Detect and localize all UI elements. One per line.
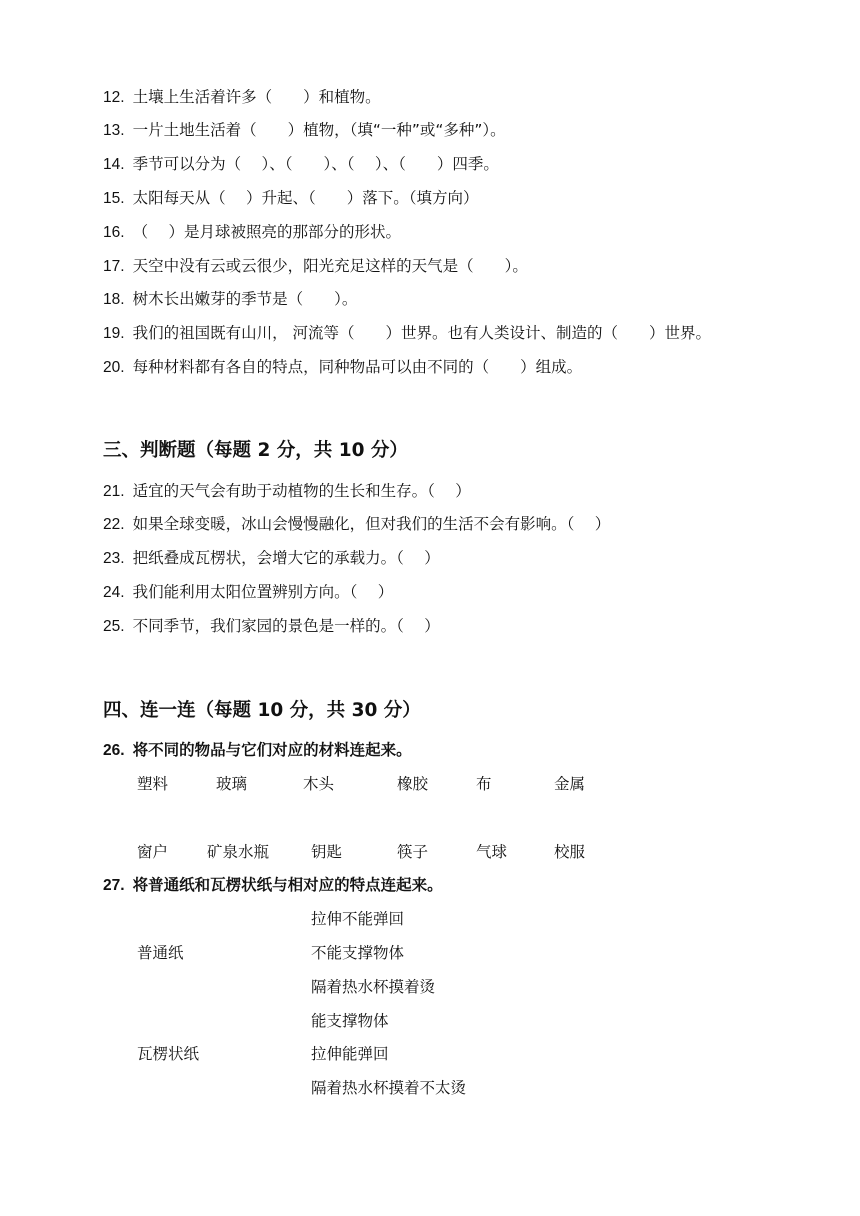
question-text: 不同季节，我们家园的景色是一样的。（ ） xyxy=(132,617,440,635)
question-16 xyxy=(103,221,401,244)
material-option: 塑料 xyxy=(137,775,169,793)
item-option: 气球 xyxy=(476,843,508,861)
question-text: 将普通纸和瓦楞状纸与相对应的特点连起来。 xyxy=(132,876,443,894)
question-number: 16. xyxy=(103,224,125,241)
question-26 xyxy=(103,739,412,762)
material-option: 布 xyxy=(476,775,492,793)
question-23 xyxy=(103,547,440,570)
item-option: 矿泉水瓶 xyxy=(207,843,270,861)
question-text: 天空中没有云或云很少，阳光充足这样的天气是（ ）。 xyxy=(132,257,528,275)
question-18 xyxy=(103,288,357,311)
question-number: 17. xyxy=(103,258,125,275)
feature-option: 隔着热水杯摸着不太烫 xyxy=(311,1079,467,1097)
question-22 xyxy=(103,513,610,536)
question-text: 把纸叠成瓦楞状，会增大它的承载力。（ ） xyxy=(132,549,440,567)
question-text: 树木长出嫩芽的季节是（ ）。 xyxy=(132,290,358,308)
question-text: 我们的祖国既有山川， 河流等（ ）世界。也有人类设计、制造的（ ）世界。 xyxy=(132,324,711,342)
material-option: 玻璃 xyxy=(216,775,248,793)
question-19 xyxy=(103,322,711,345)
question-text: （ ）是月球被照亮的那部分的形状。 xyxy=(132,223,401,241)
question-number: 19. xyxy=(103,325,125,342)
material-option: 木头 xyxy=(303,775,335,793)
question-number: 25. xyxy=(103,618,125,635)
question-number: 18. xyxy=(103,291,125,308)
question-text: 土壤上生活着许多（ ）和植物。 xyxy=(132,88,381,106)
question-text: 将不同的物品与它们对应的材料连起来。 xyxy=(132,741,412,759)
question-number: 14. xyxy=(103,156,125,173)
feature-option: 能支撑物体 xyxy=(311,1012,389,1030)
item-option: 筷子 xyxy=(397,843,429,861)
question-number: 22. xyxy=(103,516,125,533)
paper-normal-label: 普通纸 xyxy=(137,944,184,962)
question-number: 26. xyxy=(103,742,125,759)
question-27 xyxy=(103,874,443,897)
feature-option: 隔着热水杯摸着烫 xyxy=(311,978,436,996)
feature-option: 不能支撑物体 xyxy=(311,944,405,962)
question-20 xyxy=(103,356,582,379)
question-text: 每种材料都有各自的特点，同种物品可以由不同的（ ）组成。 xyxy=(132,358,583,376)
section-heading-match: 四、连一连（每题 10 分，共 30 分） xyxy=(103,700,421,721)
question-text: 适宜的天气会有助于动植物的生长和生存。（ ） xyxy=(132,482,471,500)
question-13 xyxy=(103,119,506,142)
question-number: 12. xyxy=(103,89,125,106)
feature-option: 拉伸不能弹回 xyxy=(311,910,405,928)
item-option: 钥匙 xyxy=(311,843,343,861)
item-option: 窗户 xyxy=(137,843,169,861)
material-option: 橡胶 xyxy=(397,775,429,793)
question-number: 13. xyxy=(103,122,125,139)
section-heading-judge: 三、判断题（每题 2 分，共 10 分） xyxy=(103,440,408,461)
question-12 xyxy=(103,86,381,109)
paper-corrugated-label: 瓦楞状纸 xyxy=(137,1045,200,1063)
question-15 xyxy=(103,187,479,210)
question-25 xyxy=(103,615,440,638)
question-text: 我们能利用太阳位置辨别方向。（ ） xyxy=(132,583,394,601)
question-text: 如果全球变暖，冰山会慢慢融化，但对我们的生活不会有影响。（ ） xyxy=(132,515,611,533)
question-24 xyxy=(103,581,393,604)
question-17 xyxy=(103,255,528,278)
question-number: 15. xyxy=(103,190,125,207)
question-text: 一片土地生活着（ ）植物，（填“一种”或“多种”）。 xyxy=(132,121,506,139)
question-number: 23. xyxy=(103,550,125,567)
question-14 xyxy=(103,153,499,176)
question-text: 太阳每天从（ ）升起、（ ）落下。（填方向） xyxy=(132,189,479,207)
question-number: 27. xyxy=(103,877,125,894)
question-number: 20. xyxy=(103,359,125,376)
question-number: 24. xyxy=(103,584,125,601)
question-21 xyxy=(103,480,471,503)
material-option: 金属 xyxy=(554,775,586,793)
question-text: 季节可以分为（ ）、（ ）、（ ）、（ ）四季。 xyxy=(132,155,499,173)
item-option: 校服 xyxy=(554,843,586,861)
feature-option: 拉伸能弹回 xyxy=(311,1045,389,1063)
question-number: 21. xyxy=(103,483,125,500)
